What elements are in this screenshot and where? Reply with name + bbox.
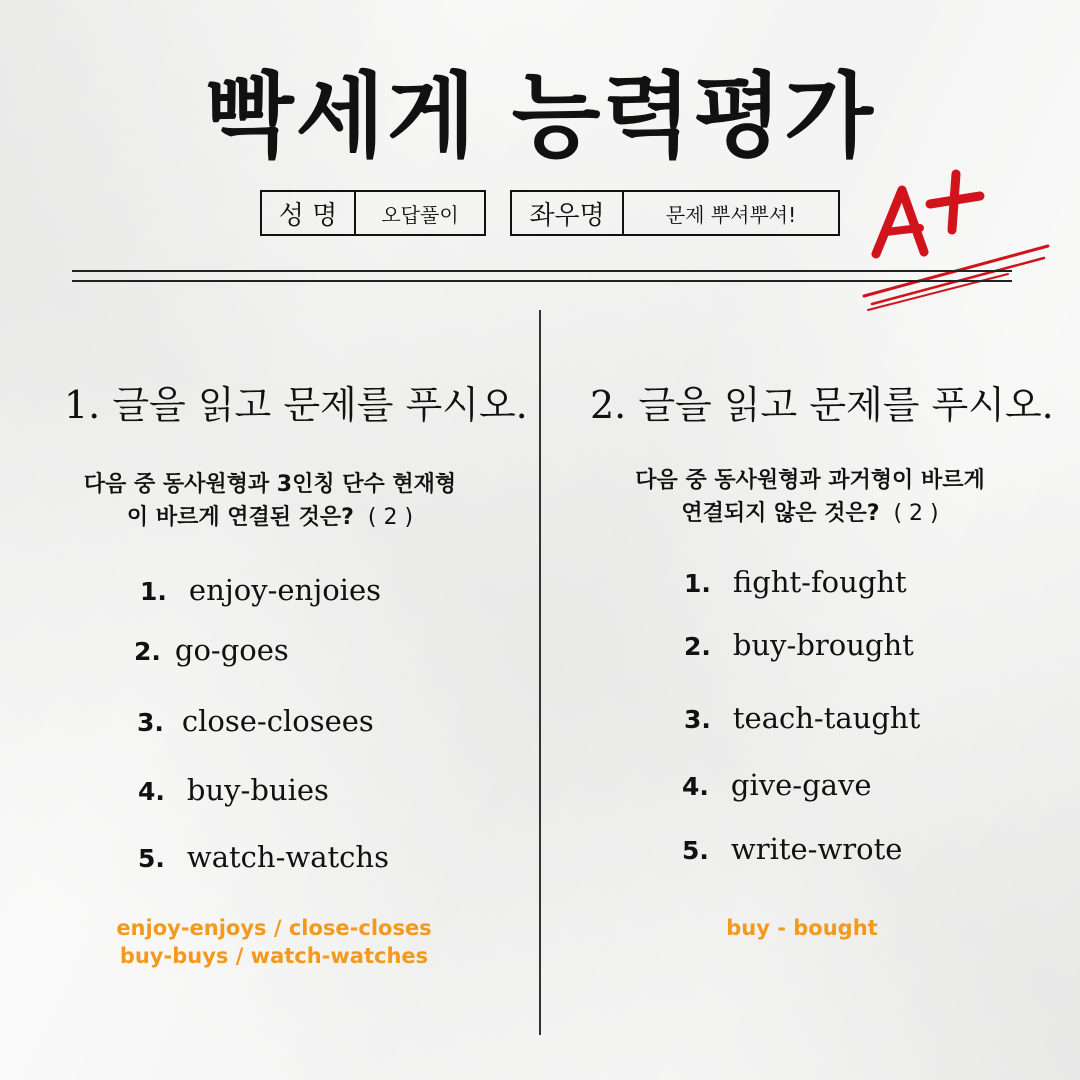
option-text: buy-buies (186, 773, 329, 807)
page-title: 빡세게 능력평가 (204, 63, 876, 170)
question-2-answer: ( 2 ) (893, 501, 939, 526)
question-2-option (684, 627, 914, 665)
header-rule-bottom (72, 280, 1012, 282)
grade-mark (858, 168, 1058, 318)
option-number: 4. (138, 777, 165, 806)
question-1-heading: 1. 글을 읽고 문제를 푸시오. (64, 383, 528, 427)
option-text: give-gave (730, 768, 872, 802)
option-text: watch-watchs (186, 840, 389, 874)
correction-line2: buy-buys / watch-watches (119, 944, 429, 968)
question-1-prompt (30, 468, 510, 534)
grade-letter-a-crossbar (886, 228, 920, 232)
question-1-option (134, 632, 289, 670)
option-text: fight-fought (732, 565, 907, 599)
option-number: 1. (684, 569, 711, 598)
question-2-prompt-line1: 다음 중 동사원형과 과거형이 바르게 (635, 468, 985, 493)
option-number: 2. (134, 637, 161, 666)
option-text: teach-taught (732, 701, 921, 735)
question-1-prompt-line2: 이 바르게 연결된 것은? (126, 505, 354, 530)
correction-line1: buy - bought (726, 916, 878, 940)
question-2-prompt-line2-wrap (560, 497, 1060, 530)
question-2-correction (652, 914, 952, 942)
option-number: 4. (682, 772, 709, 801)
option-number: 5. (138, 844, 165, 873)
option-number: 5. (682, 836, 709, 865)
option-number: 3. (684, 705, 711, 734)
correction-line1: enjoy-enjoys / close-closes (116, 916, 432, 940)
option-text: write-wrote (730, 832, 903, 866)
option-text: close-closees (181, 704, 374, 738)
name-label-box (260, 190, 356, 236)
question-1-option (138, 772, 329, 810)
name-value-box (354, 190, 486, 236)
question-2-prompt-line2: 연결되지 않은 것은? (681, 501, 880, 526)
motto-value-box (622, 190, 840, 236)
question-1-prompt-line2-wrap (30, 501, 510, 534)
column-divider (539, 310, 541, 1035)
question-2-option (684, 564, 907, 602)
motto-label: 좌우명 (529, 200, 605, 231)
header-rule-top (72, 270, 1012, 272)
name-value: 오답풀이 (381, 202, 459, 227)
option-number: 3. (137, 708, 164, 737)
motto-value: 문제 뿌셔뿌셔! (665, 202, 797, 227)
question-1-option (140, 572, 381, 610)
option-number: 1. (140, 577, 167, 606)
option-text: enjoy-enjoies (188, 573, 381, 607)
question-1-option (137, 703, 374, 741)
question-1-prompt-line1: 다음 중 동사원형과 3인칭 단수 현재형 (83, 472, 457, 497)
question-1-correction (74, 914, 474, 970)
question-2-option (682, 831, 902, 869)
grade-plus-vertical (952, 174, 956, 230)
grade-letter-a-stroke (876, 190, 924, 254)
question-2-heading: 2. 글을 읽고 문제를 푸시오. (590, 383, 1054, 427)
option-text: go-goes (174, 633, 289, 667)
question-2-option (684, 700, 920, 738)
option-number: 2. (684, 632, 711, 661)
question-2-option (682, 767, 872, 805)
question-2-prompt (560, 464, 1060, 530)
question-1-answer: ( 2 ) (367, 505, 414, 530)
option-text: buy-brought (732, 628, 914, 662)
motto-label-box (510, 190, 624, 236)
name-label: 성 명 (278, 200, 338, 231)
question-1-option (138, 839, 389, 877)
